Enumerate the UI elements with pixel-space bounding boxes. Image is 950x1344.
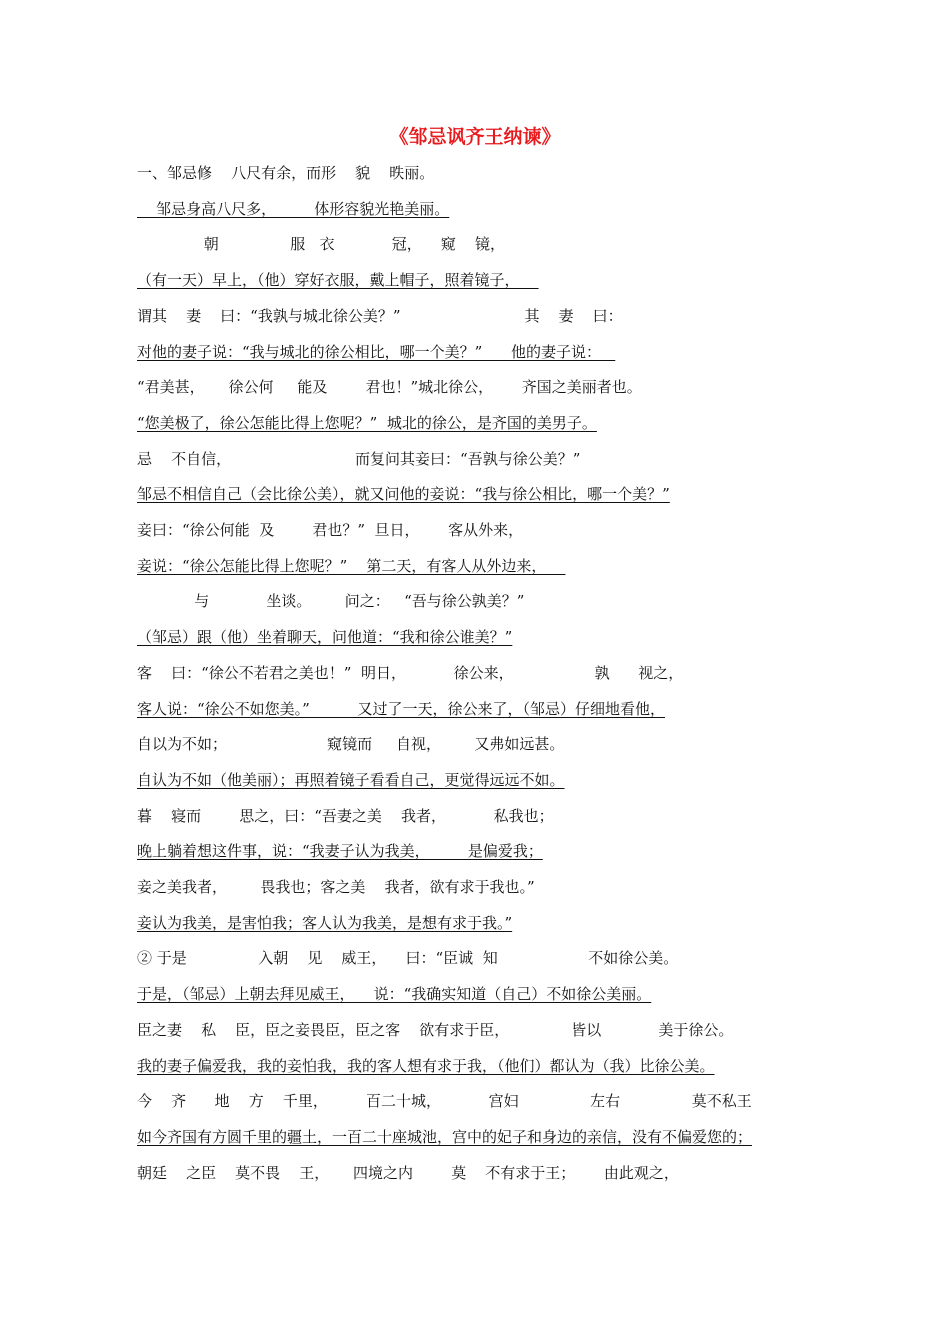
translation-line: 邹忌身高八尺多， 体形容貌光艳美丽。 <box>137 199 450 218</box>
source-line: 与 坐谈。 问之： “吾与徐公孰美？” <box>137 592 525 611</box>
translation-line: （邹忌）跟（他）坐着聊天，问他道：“我和徐公谁美？” <box>137 628 513 647</box>
translation-line: 晚上躺着想这件事，说：“我妻子认为我美， 是偏爱我； <box>137 842 543 861</box>
translation-line: （有一天）早上，（他）穿好衣服，戴上帽子，照着镜子， <box>137 271 539 290</box>
translation-line: 妾说：“徐公怎能比得上您呢？” 第二天，有客人从外边来， <box>137 556 566 575</box>
source-line: 妾之美我者， 畏我也；客之美 我者，欲有求于我也。” <box>137 878 535 896</box>
translation-line: 于是，（邹忌）上朝去拜见威王， 说：“我确实知道（自己）不如徐公美丽。 <box>137 985 652 1004</box>
source-line: 今 齐 地 方 千里， 百二十城， 宫妇 左右 莫不私王 <box>137 1092 752 1111</box>
translation-line: 对他的妻子说：“我与城北的徐公相比，哪一个美？” 他的妻子说： <box>137 342 616 361</box>
source-line: 妾曰：“徐公何能 及 君也？” 旦日， 客从外来， <box>137 521 524 539</box>
translation-line: 妾认为我美，是害怕我；客人认为我美，是想有求于我。” <box>137 913 513 932</box>
source-line: 一、邹忌修 八尺有余，而形 貌 昳丽。 <box>137 164 435 182</box>
source-line: 自以为不如； 窥镜而 自视， 又弗如远甚。 <box>137 735 565 754</box>
document-title: 《邹忌讽齐王纳谏》 <box>389 126 561 148</box>
translation-line: 邹忌不相信自己（会比徐公美），就又问他的妾说：“我与徐公相比，哪一个美？” <box>137 485 670 504</box>
translation-line: 我的妻子偏爱我，我的妾怕我，我的客人想有求于我，（他们）都认为（我）比徐公美。 <box>137 1056 715 1075</box>
translation-line: 如今齐国有方圆千里的疆土，一百二十座城池，宫中的妃子和身边的亲信，没有不偏爱您的； <box>137 1127 753 1146</box>
translation-line: 自认为不如（他美丽）；再照着镜子看看自己，更觉得远远不如。 <box>137 770 565 789</box>
source-line: 暮 寝而 思之，曰：“吾妻之美 我者， 私我也； <box>137 806 554 825</box>
translation-line: 客人说：“徐公不如您美。” 又过了一天，徐公来了，（邹忌）仔细地看他， <box>137 699 666 718</box>
source-line: ② 于是 入朝 见 威王， 曰：“臣诚 知 不如徐公美。 <box>137 949 679 968</box>
source-line: 朝 服 衣 冠， 窥 镜， <box>137 235 505 254</box>
source-line: 客 曰：“徐公不若君之美也！” 明日， 徐公来， 孰 视之， <box>137 663 684 682</box>
translation-line: “您美极了，徐公怎能比得上您呢？” 城北的徐公，是齐国的美男子。 <box>137 413 597 432</box>
source-line: “君美甚， 徐公何 能及 君也！”城北徐公， 齐国之美丽者也。 <box>137 378 642 397</box>
source-line: 臣之妻 私 臣，臣之妾畏臣，臣之客 欲有求于臣， 皆以 美于徐公。 <box>137 1020 734 1039</box>
source-line: 忌 不自信， 而复问其妾曰：“吾孰与徐公美？” <box>137 449 581 468</box>
source-line: 朝廷 之臣 莫不畏 王， 四境之内 莫 不有求于王； 由此观之， <box>137 1163 679 1182</box>
source-line: 谓其 妻 曰：“我孰与城北徐公美？” 其 妻 曰： <box>137 306 623 325</box>
